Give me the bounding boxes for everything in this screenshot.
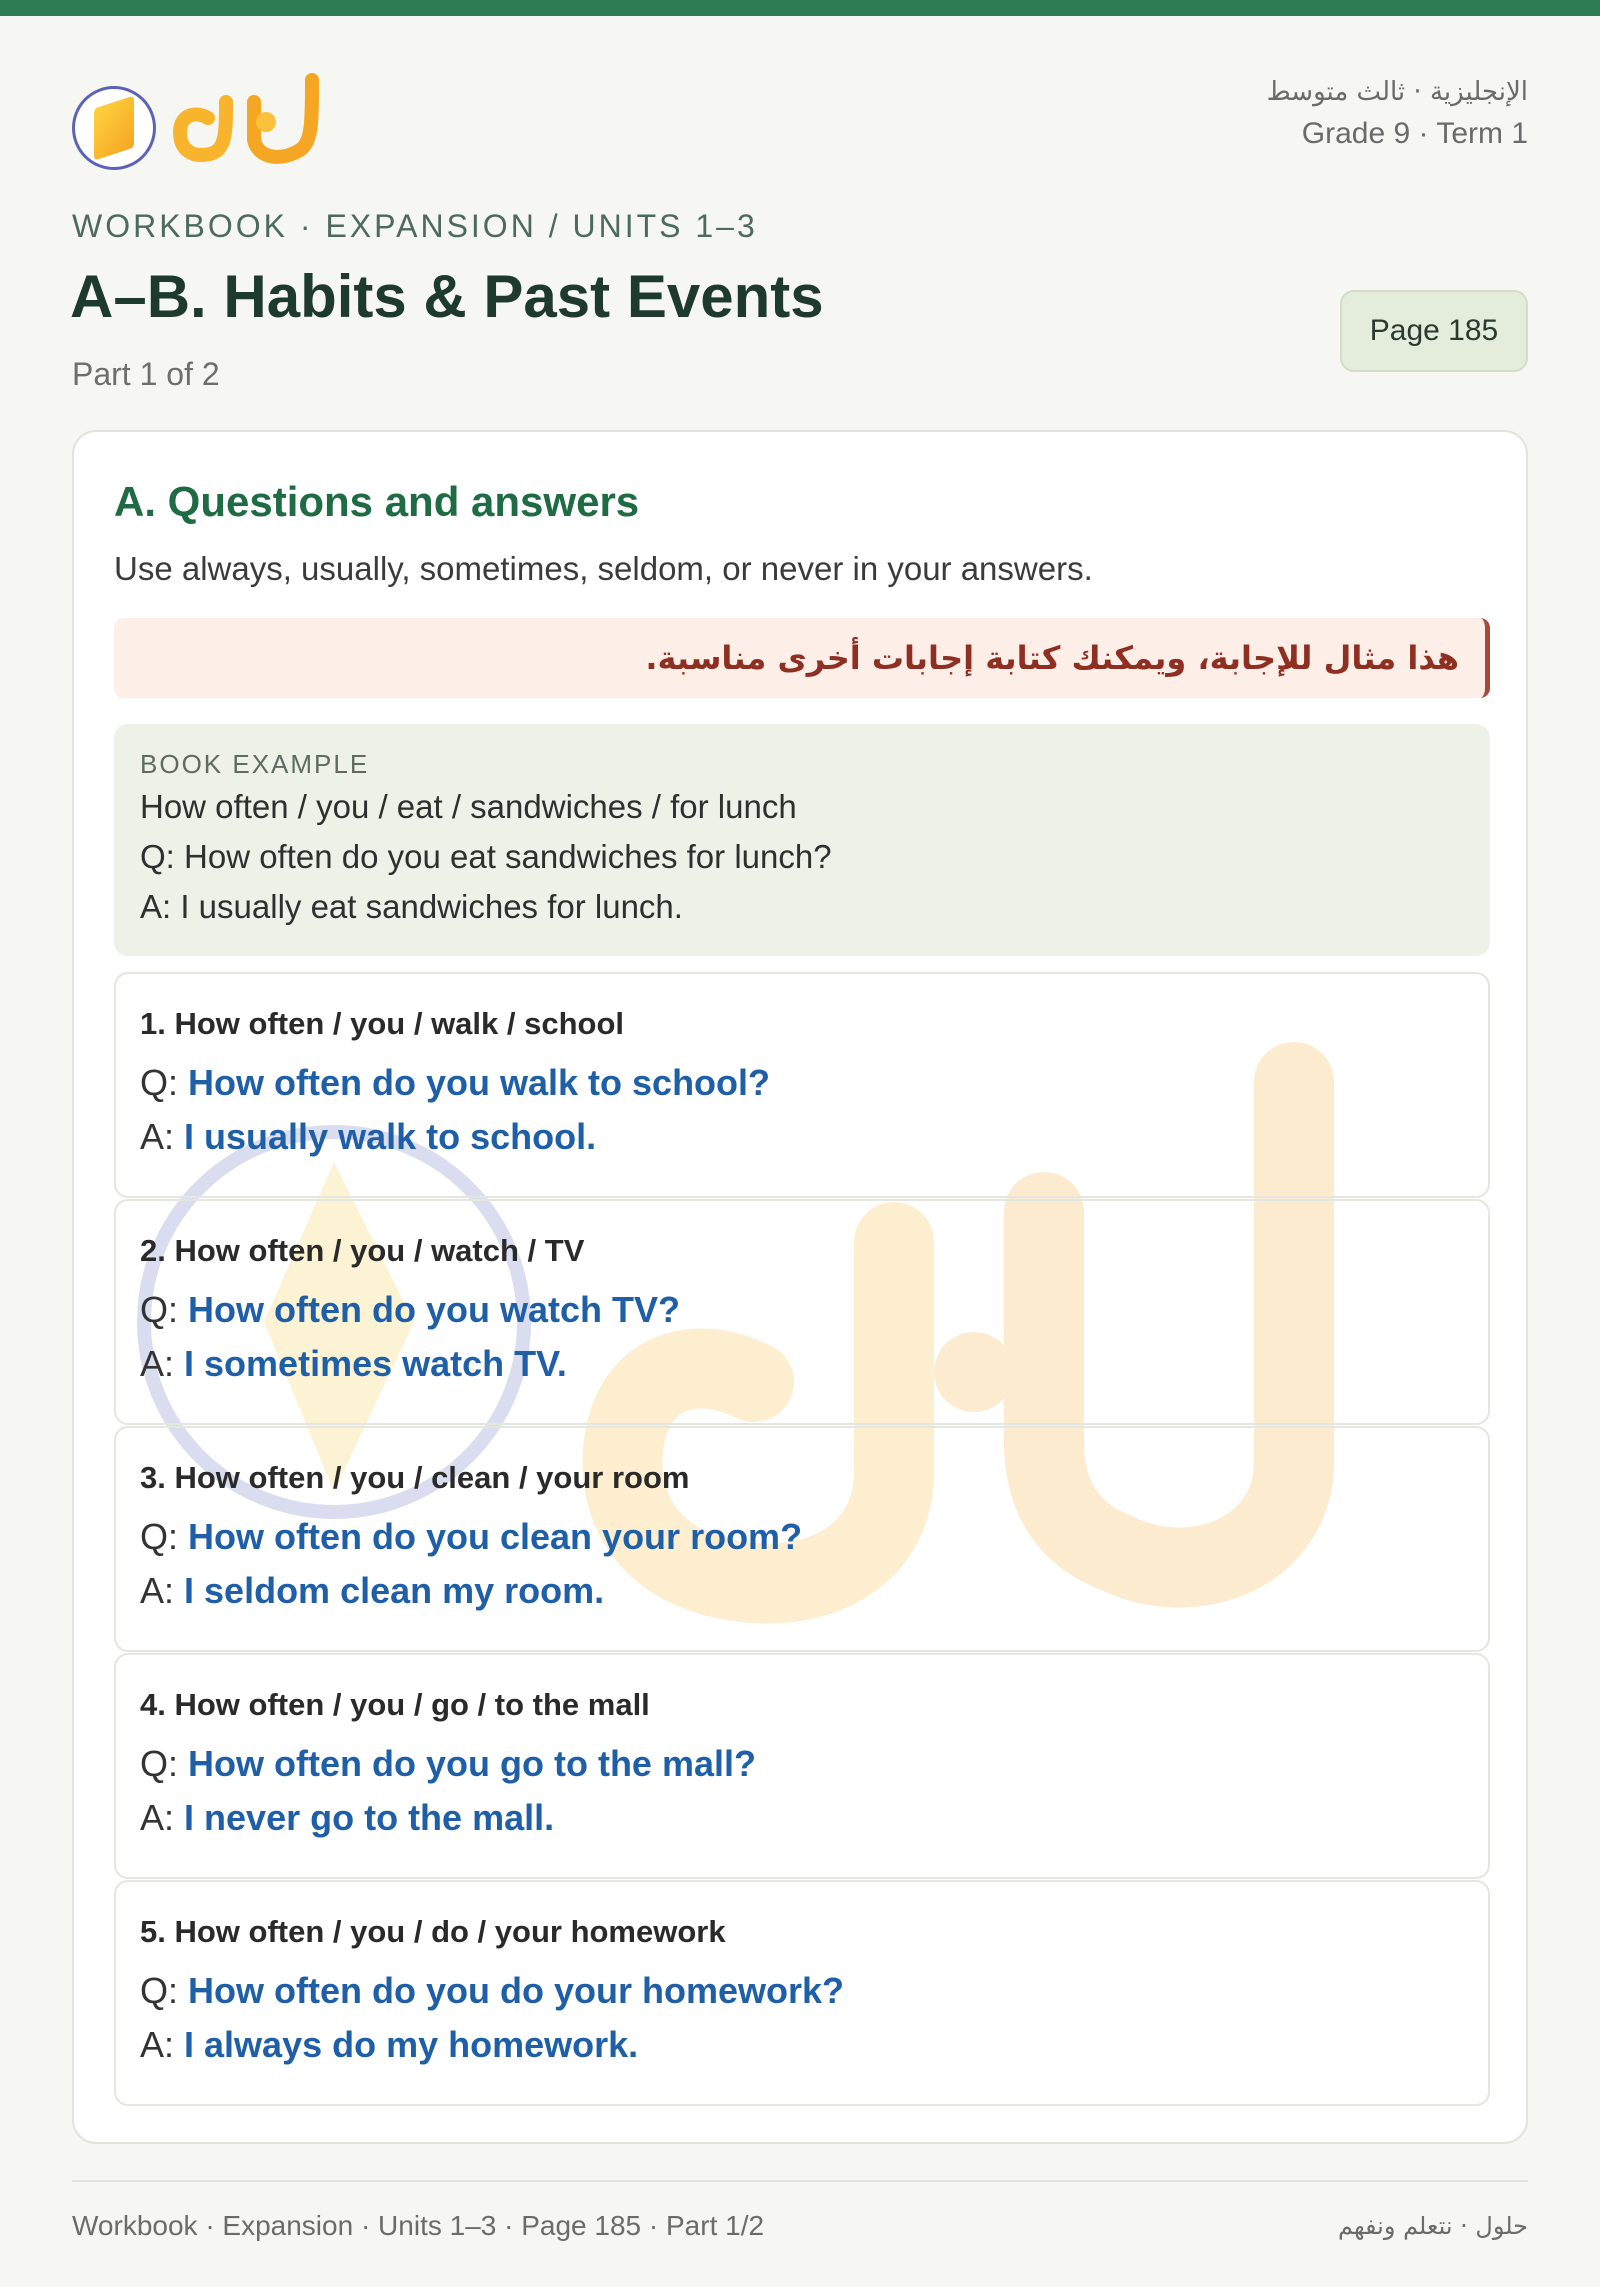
section-title: A. Questions and answers xyxy=(114,478,640,525)
footer-tagline: حلول · نتعلم ونفهم xyxy=(1338,2212,1528,2240)
a-label: A: xyxy=(140,1570,175,1611)
example-prompt: How often / you / eat / sandwiches / for lunch xyxy=(140,788,797,825)
item-prompt: 4. How often / you / go / to the mall xyxy=(140,1687,650,1722)
item-prompt: 1. How often / you / walk / school xyxy=(140,1006,625,1041)
q-label: Q: xyxy=(140,1970,179,2011)
page-badge: Page 185 xyxy=(1340,290,1528,372)
page-title: A–B. Habits & Past Events xyxy=(70,263,824,330)
item-question: How often do you go to the mall? xyxy=(188,1743,756,1784)
footer-divider xyxy=(72,2180,1528,2182)
example-answer: A: I usually eat sandwiches for lunch. xyxy=(140,888,683,925)
q-label: Q: xyxy=(140,1743,179,1784)
a-label: A: xyxy=(140,2024,175,2065)
arabic-note: هذا مثال للإجابة، ويمكنك كتابة إجابات أخرى مناسبة. xyxy=(114,618,1490,698)
item-answer: I usually walk to school. xyxy=(184,1116,597,1157)
book-example xyxy=(114,724,1490,956)
a-label: A: xyxy=(140,1797,175,1838)
item-answer: I never go to the mall. xyxy=(184,1797,555,1838)
item-answer: I always do my homework. xyxy=(184,2024,639,2065)
logo-wordmark xyxy=(162,62,338,172)
item-answer: I sometimes watch TV. xyxy=(184,1343,567,1384)
a-label: A: xyxy=(140,1116,175,1157)
course-meta xyxy=(1267,74,1528,158)
q-label: Q: xyxy=(140,1289,179,1330)
item-question: How often do you clean your room? xyxy=(188,1516,803,1557)
item-prompt: 2. How often / you / watch / TV xyxy=(140,1233,585,1268)
q-label: Q: xyxy=(140,1516,179,1557)
exercise-item xyxy=(114,1880,1490,2106)
exercise-item xyxy=(114,972,1490,1198)
brand-logo xyxy=(70,62,340,172)
part-indicator: Part 1 of 2 xyxy=(72,356,220,392)
grade-term: Grade 9 · Term 1 xyxy=(1301,117,1528,150)
item-prompt: 3. How often / you / clean / your room xyxy=(140,1460,690,1495)
exercise-card xyxy=(72,430,1528,2144)
example-label: BOOK EXAMPLE xyxy=(140,749,370,779)
item-answer: I seldom clean my room. xyxy=(184,1570,605,1611)
footer-breadcrumb: Workbook · Expansion · Units 1–3 · Page 185 · Part 1/2 xyxy=(72,2210,765,2241)
a-label: A: xyxy=(140,1343,175,1384)
item-question: How often do you walk to school? xyxy=(188,1062,771,1103)
item-question: How often do you watch TV? xyxy=(188,1289,681,1330)
exercise-item xyxy=(114,1653,1490,1879)
item-prompt: 5. How often / you / do / your homework xyxy=(140,1914,726,1949)
exercise-item xyxy=(114,1199,1490,1425)
exercise-item xyxy=(114,1426,1490,1652)
kicker: WORKBOOK · EXPANSION / UNITS 1–3 xyxy=(72,208,758,244)
top-accent-bar xyxy=(0,0,1600,16)
q-label: Q: xyxy=(140,1062,179,1103)
subject-arabic: الإنجليزية · ثالث متوسط xyxy=(1266,77,1528,107)
exercise-list xyxy=(114,972,1490,2107)
section-instruction: Use always, usually, sometimes, seldom, or never in your answers. xyxy=(114,550,1093,587)
item-question: How often do you do your homework? xyxy=(188,1970,845,2011)
example-question: Q: How often do you eat sandwiches for lunch? xyxy=(140,838,832,875)
